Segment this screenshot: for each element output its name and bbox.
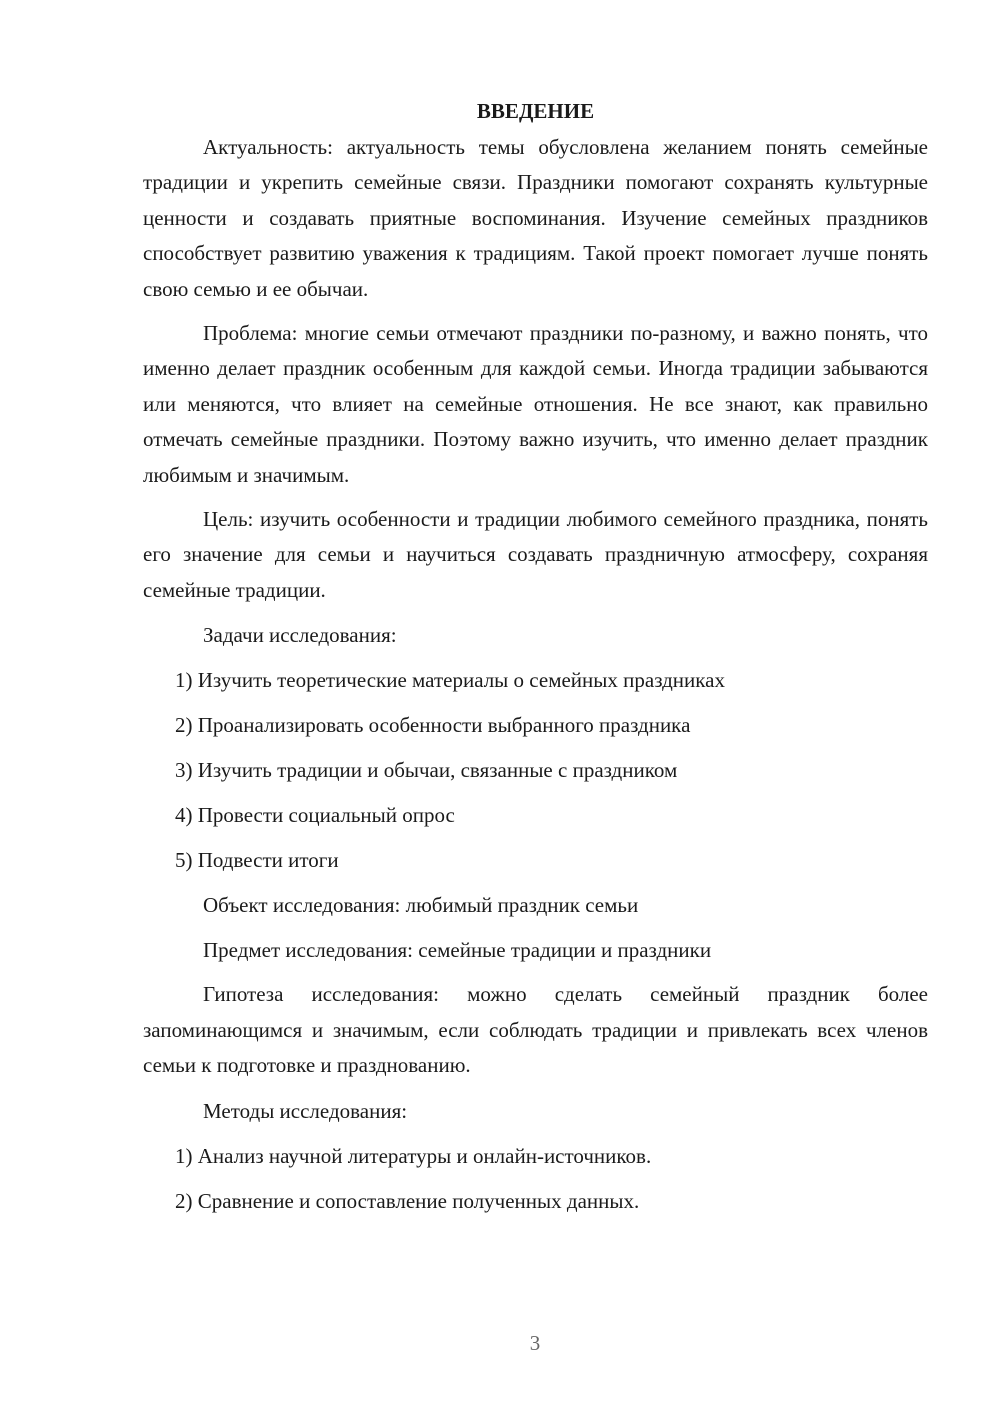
task-item-3: 3) Изучить традиции и обычаи, связанные с праздником — [175, 758, 678, 783]
paragraph-relevance: Актуальность: актуальность темы обусловлена желанием понять семейные традиции и укрепить семейные связи. Праздники помогают сохранять культурные ценности и создавать приятные воспоминания. Изучение семейных праздников способствует развитию уважения к традициям. Такой проект помогает лучше понять свою семью и ее обычаи. — [143, 135, 928, 301]
task-item-4: 4) Провести социальный опрос — [175, 803, 455, 828]
page-number: 3 — [529, 1331, 541, 1355]
page-title: ВВЕДЕНИЕ — [476, 99, 595, 123]
task-item-1: 1) Изучить теоретические материалы о семейных праздниках — [175, 668, 725, 693]
research-object: Объект исследования: любимый праздник семьи — [203, 893, 639, 918]
task-item-2: 2) Проанализировать особенности выбранного праздника — [175, 713, 691, 738]
paragraph-problem: Проблема: многие семьи отмечают праздники по-разному, и важно понять, что именно делает праздник особенным для каждой семьи. Иногда традиции забываются или меняются, что влияет на семейные отношения. Не все знают, как правильно отмечать семейные праздники. Поэтому важно изучить, что именно делает праздник любимым и значимым. — [143, 321, 928, 487]
task-item-5: 5) Подвести итоги — [175, 848, 339, 873]
research-subject: Предмет исследования: семейные традиции и праздники — [203, 938, 712, 963]
method-item-1: 1) Анализ научной литературы и онлайн-источников. — [175, 1143, 652, 1168]
document-page — [143, 96, 928, 1228]
paragraph-goal: Цель: изучить особенности и традиции любимого семейного праздника, понять его значение для семьи и научиться создавать праздничную атмосферу, сохраняя семейные традиции. — [143, 507, 928, 602]
method-item-2: 2) Сравнение и сопоставление полученных данных. — [175, 1188, 640, 1213]
tasks-heading: Задачи исследования: — [203, 623, 397, 648]
paragraph-hypothesis: Гипотеза исследования: можно сделать семейный праздник более запоминающимся и значимым, если соблюдать традиции и привлекать всех членов семьи к подготовке и празднованию. — [143, 982, 928, 1078]
methods-heading: Методы исследования: — [203, 1098, 408, 1123]
